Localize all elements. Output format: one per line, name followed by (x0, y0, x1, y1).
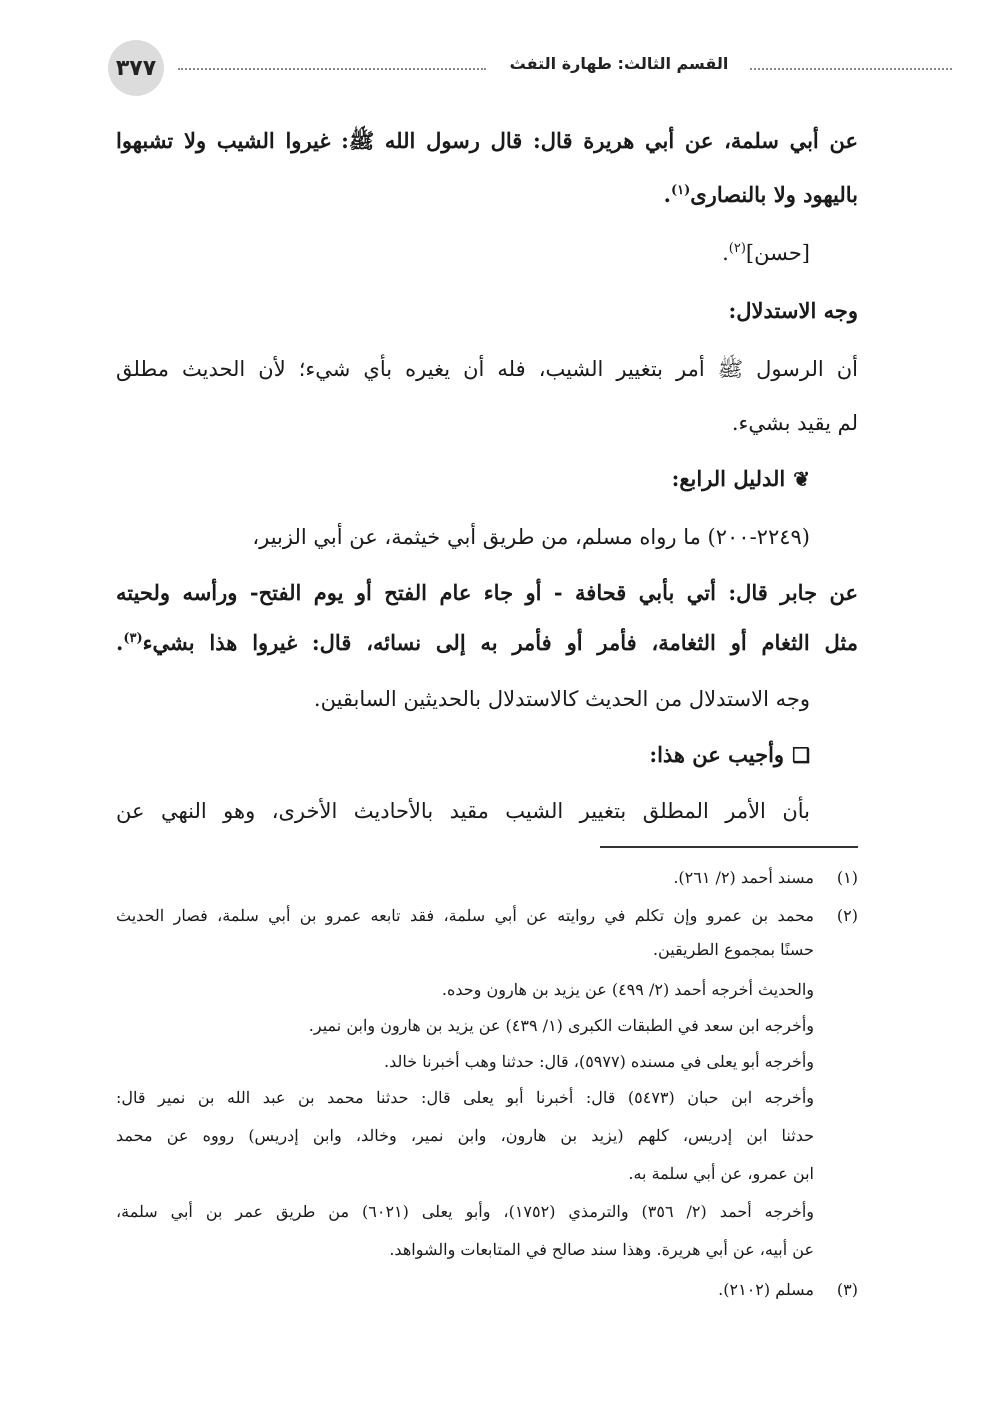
body-line: بأن الأمر المطلق بتغيير الشيب مقيد بالأحاديث الأخرى، وهو النهي عن (116, 799, 810, 823)
footnote-ref[interactable]: (٣) (123, 631, 143, 646)
body-line: عن جابر قال: أتي بأبي قحافة - أو جاء عام الفتح أو يوم الفتح- ورأسه ولحيته (116, 580, 858, 605)
section-heading: وجه الاستدلال: (728, 298, 858, 323)
section-heading: ❑وأجيب عن هذا: (649, 742, 810, 767)
footnote-text: عن أبيه، عن أبي هريرة. وهذا سند صالح في المتابعات والشواهد. (389, 1240, 814, 1259)
page-header (108, 40, 854, 100)
checkbox-square-icon: ❑ (792, 743, 810, 767)
footnote-number: (١) (836, 868, 858, 887)
body-line: (٢٢٤٩-٢٠٠) ما رواه مسلم، من طريق أبي خيثمة، عن أبي الزبير، (252, 525, 810, 549)
leaf-ornament-icon: ❦ (793, 467, 810, 491)
grading-line: [حسن]$^{(٢)}$. (722, 241, 810, 265)
footnote-text: ابن عمرو، عن أبي سلمة به. (628, 1164, 814, 1183)
footnote-text: محمد بن عمرو وإن تكلم في روايته عن أبي سلمة، فقد تابعه عمرو بن أبي سلمة، فصار الحديث (116, 906, 815, 925)
page-number-badge: ٣٧٧ (108, 40, 164, 96)
footnote-text: وأخرجه أبو يعلى في مسنده (٥٩٧٧)، قال: حدثنا وهب أخبرنا خالد. (384, 1052, 814, 1071)
footnote-text: مسند أحمد (٢/ ٢٦١). (673, 868, 814, 887)
footnote-separator (600, 846, 858, 848)
footnote-number: (٣) (836, 1280, 858, 1299)
section-heading: ❦الدليل الرابع: (671, 466, 810, 491)
footnote-ref[interactable]: (١) (670, 183, 691, 198)
body-line: لم يقيد بشيء. (731, 411, 858, 435)
body-line: وجه الاستدلال من الحديث كالاستدلال بالحديثين السابقين. (313, 687, 810, 711)
body-line: أن الرسول ﷺ أمر بتغيير الشيب، فله أن يغيره بأي شيء؛ لأن الحديث مطلق (116, 357, 858, 381)
footnote-text: مسلم (٢١٠٢). (718, 1280, 814, 1299)
chapter-title: القسم الثالث: طهارة التفث (509, 54, 729, 73)
header-dotted-leader-left (178, 68, 486, 70)
header-dotted-leader-right (750, 68, 952, 70)
footnote-text: وأخرجه أحمد (٢/ ٣٥٦) والترمذي (١٧٥٢)، وأبو يعلى (٦٠٢١) من طريق عمر بن أبي سلمة، (116, 1202, 815, 1221)
body-line: باليهود ولا بالنصارى$^{(١)}$. (663, 182, 858, 207)
footnote-ref[interactable]: (٢) (728, 241, 746, 256)
body-line: مثل الثغام أو الثغامة، فأمر أو فأمر به إلى نسائه، قال: غيروا هذا بشيء$^{(٣)}$. (116, 630, 858, 655)
footnote-text: وأخرجه ابن حبان (٥٤٧٣) قال: أخبرنا أبو يعلى قال: حدثنا محمد بن عبد الله بن نمير قال: (116, 1088, 814, 1107)
footnote-text: حدثنا ابن إدريس، كلهم (يزيد بن هارون، وابن نمير، وخالد، وابن إدريس) رووه عن محمد (116, 1126, 814, 1145)
footnote-number: (٢) (836, 906, 858, 925)
body-line: عن أبي سلمة، عن أبي هريرة قال: قال رسول الله ﷺ: غيروا الشيب ولا تشبهوا (116, 128, 858, 153)
footnote-text: والحديث أخرجه أحمد (٢/ ٤٩٩) عن يزيد بن هارون وحده. (441, 980, 814, 999)
footnote-text: حسنًا بمجموع الطريقين. (652, 940, 814, 959)
footnote-text: وأخرجه ابن سعد في الطبقات الكبرى (١/ ٤٣٩) عن يزيد بن هارون وابن نمير. (308, 1016, 814, 1035)
